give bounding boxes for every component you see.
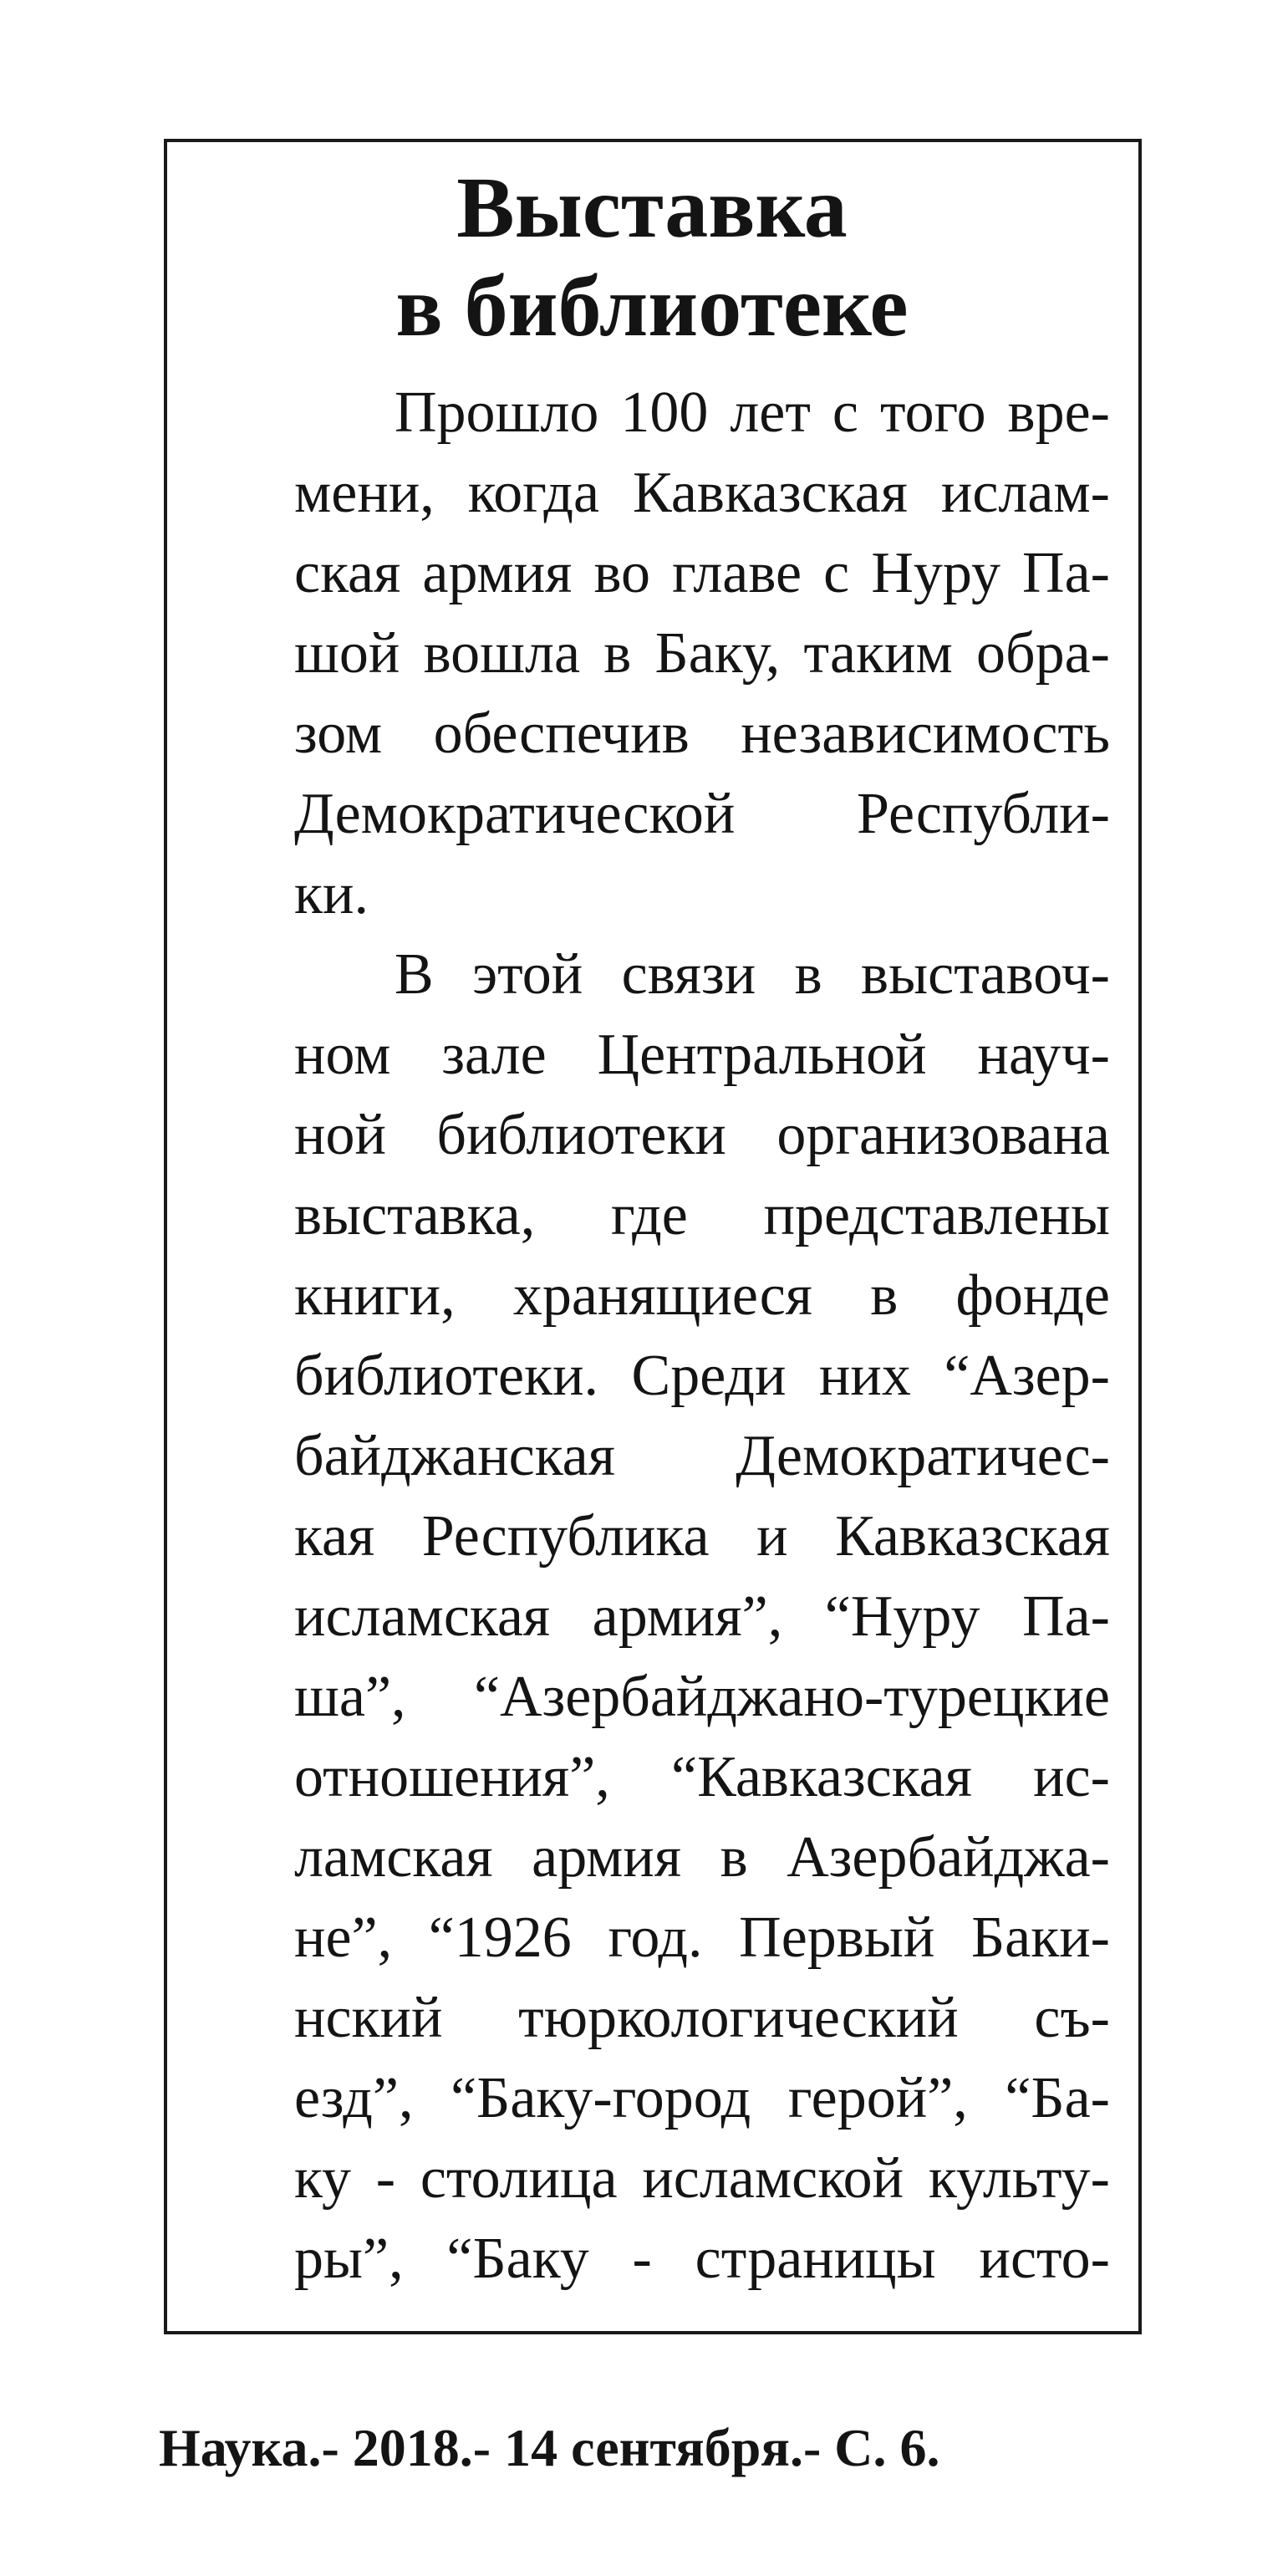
text-line: шой вошла в Баку, таким обра- — [294, 621, 1110, 686]
article-title-line-1: Выставка — [456, 160, 848, 256]
text-line: мени, когда Кавказская ислам- — [294, 461, 1110, 525]
text-line: ку - столица исламской культу- — [294, 2146, 1110, 2211]
source-citation: Наука.- 2018.- 14 сентября.- С. 6. — [159, 2418, 940, 2477]
article-body — [194, 373, 1110, 2299]
text-line: исламская армия”, “Нуру Па- — [294, 1584, 1110, 1649]
text-line: библиотеки. Среди них “Азер- — [294, 1344, 1110, 1408]
text-line: зом обеспечив независимость — [294, 701, 1110, 766]
text-line: выставка, где представлены — [294, 1183, 1110, 1247]
text-line: ки. — [294, 862, 369, 926]
text-line: отношения”, “Кавказская ис- — [294, 1745, 1110, 1809]
text-line: ламская армия в Азербайджа- — [294, 1825, 1110, 1890]
text-line: ном зале Центральной науч- — [294, 1023, 1110, 1087]
text-line: Демократической Республи- — [294, 782, 1110, 846]
text-line: ская армия во главе с Нуру Па- — [294, 541, 1110, 605]
text-line: ша”, “Азербайджано-турецкие — [294, 1665, 1110, 1729]
newspaper-clipping — [164, 139, 1142, 2334]
text-line: книги, хранящиеся в фонде — [294, 1263, 1110, 1328]
text-line: Прошло 100 лет с того вре- — [395, 380, 1110, 445]
text-line: байджанская Демократичес- — [294, 1424, 1110, 1488]
text-line: кая Республика и Кавказская — [294, 1504, 1110, 1569]
article-title-line-2: в библиотеке — [395, 258, 909, 355]
article-paragraph-1 — [194, 373, 1110, 935]
text-line: ной библиотеки организована — [294, 1103, 1110, 1167]
text-line: ры”, “Баку - страницы исто- — [294, 2227, 1110, 2291]
text-line: езд”, “Баку-город герой”, “Ба- — [294, 2066, 1110, 2130]
text-line: нский тюркологический съ- — [294, 1986, 1110, 2050]
text-line: не”, “1926 год. Первый Баки- — [294, 1905, 1110, 1970]
text-line: В этой связи в выставоч- — [395, 942, 1110, 1007]
article-title — [194, 159, 1110, 356]
article-paragraph-2 — [194, 935, 1110, 2299]
